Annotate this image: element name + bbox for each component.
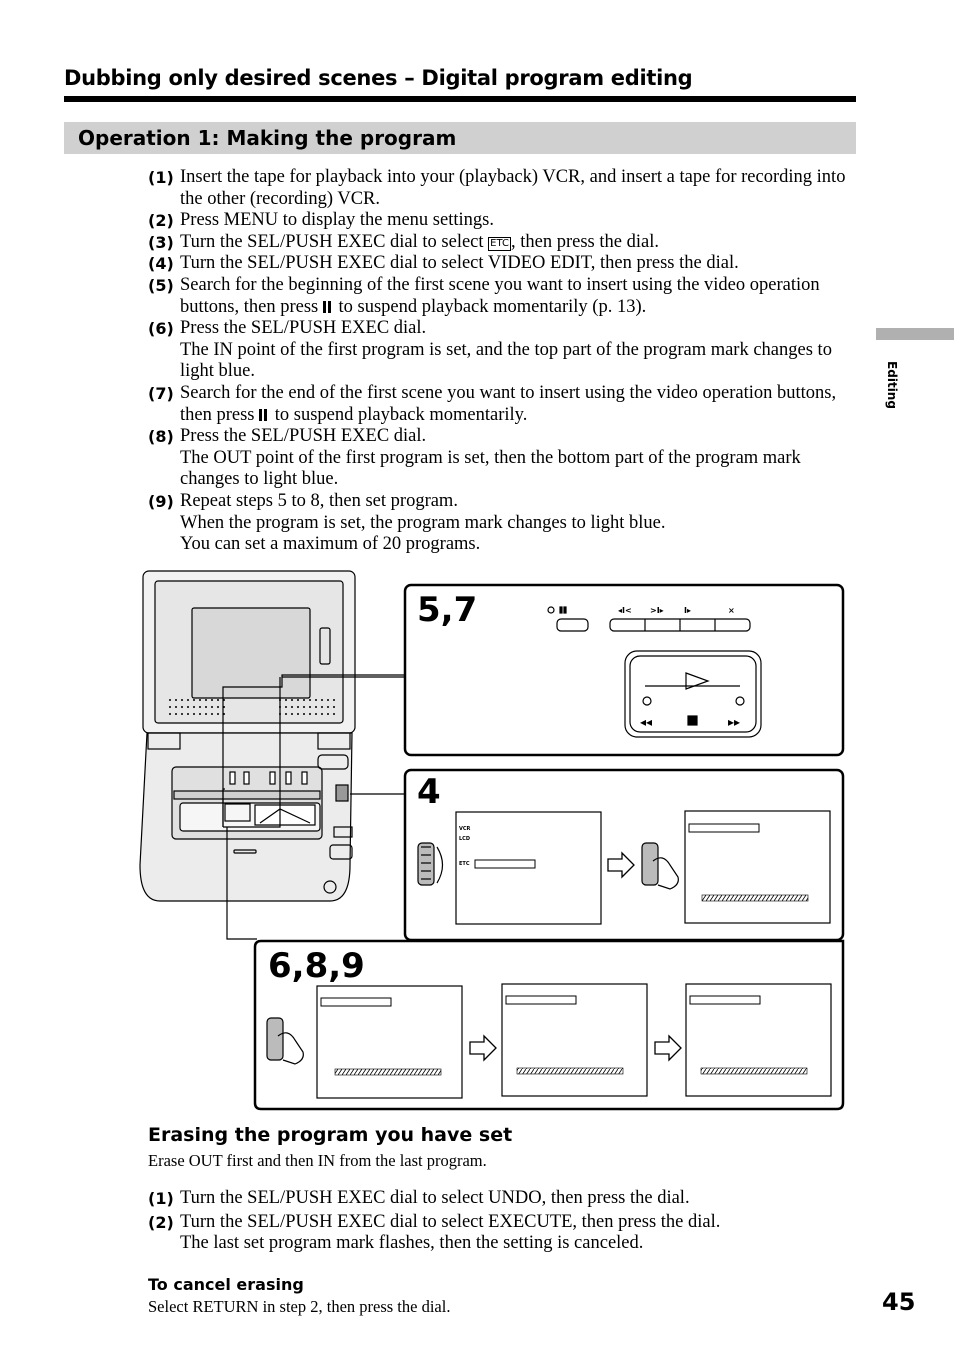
menu-screen: [456, 812, 601, 924]
step-text: Turn the SEL/PUSH EXEC dial to select: [180, 231, 489, 252]
step-7: [148, 383, 853, 426]
step-number: (8): [148, 427, 174, 447]
video-edit-screen: [685, 811, 830, 923]
step-text: Search for the beginning of the first scene you want to insert using the video operation buttons, then press: [180, 274, 820, 317]
svg-text:VCR: VCR: [459, 826, 471, 832]
step-text: You can set a maximum of 20 programs.: [180, 534, 481, 555]
step-number: (2): [148, 211, 174, 231]
step-6: [148, 318, 853, 383]
step-text: Turn the SEL/PUSH EXEC dial to select EXECUTE, then press the dial.: [180, 1211, 721, 1232]
panel-4-label: 4: [417, 772, 441, 812]
panel-5-7-label: 5,7: [417, 590, 478, 630]
cancel-text: Select RETURN in step 2, then press the dial.: [148, 1297, 451, 1316]
panel-6-8-9-label: 6,8,9: [268, 946, 365, 986]
step-9: [148, 491, 853, 556]
cancel-heading: To cancel erasing: [148, 1275, 304, 1294]
step-number: (9): [148, 491, 174, 511]
step-4: [148, 253, 853, 275]
step-text: to suspend playback momentarily (p. 13).: [333, 296, 647, 317]
step-text: Turn the SEL/PUSH EXEC dial to select VIDEO EDIT, then press the dial.: [180, 253, 739, 274]
pause-icon: [323, 301, 326, 313]
step-text: The OUT point of the first program is set, then the bottom part of the program mark changes to light blue.: [180, 447, 801, 490]
step-5: [148, 275, 853, 318]
section-title: Dubbing only desired scenes – Digital program editing: [64, 66, 693, 90]
svg-text:ETC: ETC: [459, 861, 470, 867]
erasing-step-1: [148, 1188, 853, 1210]
step-8: [148, 426, 853, 491]
step-text: The IN point of the first program is set, and the top part of the program mark changes to light blue.: [180, 339, 832, 382]
svg-text:◂◂: ◂◂: [640, 715, 653, 729]
steps-list: [148, 167, 853, 556]
step-number: (1): [148, 1189, 174, 1208]
side-tab: [876, 328, 954, 340]
step-text: Turn the SEL/PUSH EXEC dial to select UNDO, then press the dial.: [180, 1188, 690, 1208]
page-number: 45: [882, 1288, 916, 1316]
step-number: (2): [148, 1212, 174, 1232]
editing-illustration: [130, 565, 850, 1115]
erasing-intro: Erase OUT first and then IN from the last program.: [148, 1151, 487, 1170]
step-number: (3): [148, 232, 174, 252]
step-text: Search for the end of the first scene you want to insert using the video operation buttons, then press: [180, 382, 837, 425]
program-screen-out: [502, 984, 647, 1096]
program-screen-in: [317, 986, 462, 1098]
svg-text:◂I<: ◂I<: [618, 606, 632, 615]
step-text: Insert the tape for playback into your (playback) VCR, and insert a tape for recording into the other (recording) VCR.: [180, 167, 846, 209]
svg-text:×: ×: [728, 606, 735, 615]
step-text: to suspend playback momentarily.: [270, 404, 528, 425]
title-rule: [64, 96, 856, 102]
step-text: The last set program mark flashes, then the setting is canceled.: [180, 1233, 644, 1254]
step-text: Repeat steps 5 to 8, then set program.: [180, 490, 458, 511]
step-2: [148, 210, 853, 232]
svg-text:>I▸: >I▸: [650, 606, 664, 615]
step-number: (7): [148, 383, 174, 403]
step-text: Press the SEL/PUSH EXEC dial.: [180, 426, 427, 447]
pause-icon: [259, 409, 262, 421]
svg-text:I▸: I▸: [684, 606, 691, 615]
step-number: (1): [148, 168, 174, 187]
step-1: [148, 167, 853, 210]
side-tab-label: Editing: [884, 361, 899, 409]
subheading: Operation 1: Making the program: [78, 126, 457, 150]
etc-icon: ETC: [490, 237, 509, 249]
step-text: Press the SEL/PUSH EXEC dial.: [180, 318, 427, 339]
program-screen-set: [686, 984, 831, 1096]
svg-text:▸▸: ▸▸: [728, 715, 741, 729]
step-text: , then press the dial.: [511, 231, 659, 252]
video-walkman-device: [140, 571, 355, 901]
svg-text:LCD: LCD: [459, 836, 471, 842]
step-number: (4): [148, 254, 174, 274]
step-text: Press MENU to display the menu settings.: [180, 210, 494, 231]
step-3: [148, 232, 853, 254]
erasing-heading: Erasing the program you have set: [148, 1124, 513, 1146]
erasing-step-2: [148, 1212, 853, 1255]
erasing-steps: [148, 1188, 853, 1255]
step-number: (5): [148, 275, 174, 295]
step-number: (6): [148, 319, 174, 339]
step-text: When the program is set, the program mark changes to light blue.: [180, 512, 666, 533]
